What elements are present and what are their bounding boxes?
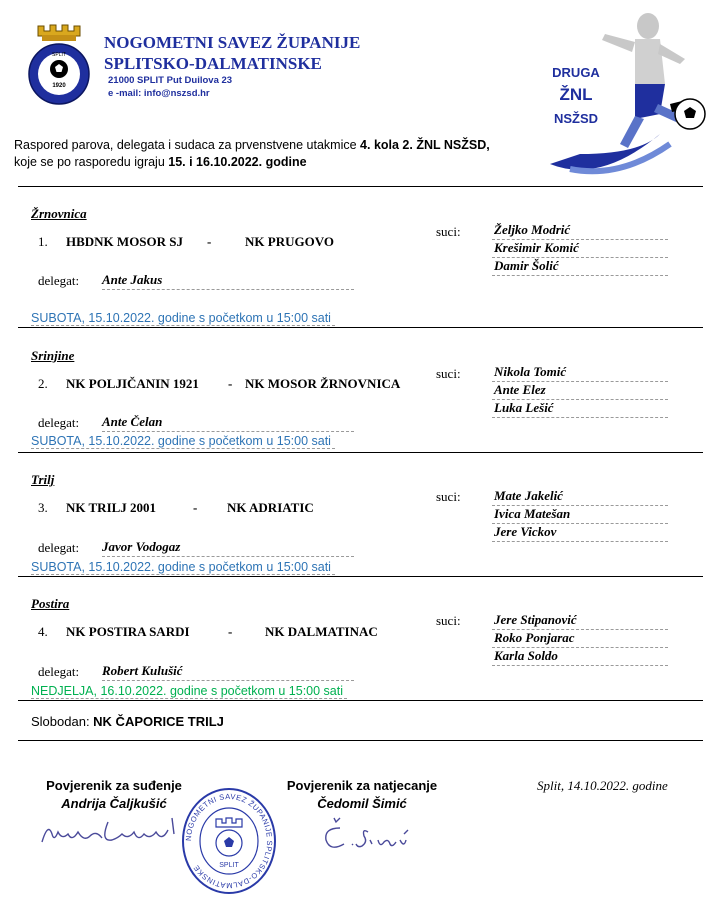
divider (18, 700, 703, 701)
delegate-label: delegat: (38, 540, 80, 555)
home-team: NK TRILJ 2001 (66, 500, 157, 515)
referee-name: Roko Ponjarac (492, 630, 668, 648)
left-commissioner-name: Andrija Čaljkušić (61, 796, 167, 811)
team-separator: - (228, 624, 233, 639)
crest-year: 1920 (52, 83, 66, 89)
intro-line1: Raspored parova, delegata i sudaca za prvenstvene utakmice (14, 138, 361, 152)
delegate-label: delegat: (38, 664, 80, 679)
intro-dates: 15. i 16.10.2022. godine (168, 155, 307, 169)
referee-name: Ante Elez (492, 382, 668, 400)
free-team-label: Slobodan: (31, 714, 94, 729)
match-venue: Srinjine (31, 348, 75, 363)
home-team: HBDNK MOSOR SJ (66, 234, 184, 249)
away-team: NK MOSOR ŽRNOVNICA (245, 376, 401, 391)
delegate-name: Ante Čelan (102, 414, 354, 432)
divider (18, 740, 703, 741)
left-commissioner-title: Povjerenik za suđenje (46, 778, 182, 793)
team-separator: - (207, 234, 212, 249)
league-logo (540, 4, 710, 184)
crest-city: SPLIT (52, 52, 66, 58)
divider (18, 186, 703, 187)
league-logo-line2: ŽNL (559, 85, 593, 104)
right-signature (318, 814, 428, 854)
home-team: NK POLJIČANIN 1921 (66, 376, 199, 391)
match-number: 3. (38, 500, 48, 515)
referee-name: Karla Soldo (492, 648, 668, 666)
right-commissioner-title: Povjerenik za natjecanje (286, 778, 438, 793)
org-address: 21000 SPLIT Put Duilova 23 (108, 75, 233, 86)
left-signature (38, 812, 188, 852)
referees-label: suci: (436, 366, 461, 381)
team-separator: - (193, 500, 198, 515)
referee-name: Krešimir Komić (492, 240, 668, 258)
referee-name: Mate Jakelić (492, 488, 668, 506)
intro-line2: koje se po rasporedu igraju (14, 155, 169, 169)
stamp-text: NOGOMETNI SAVEZ ŽUPANIJE SPLITSKO-DALMATINSKE (183, 791, 275, 891)
delegate-name: Javor Vodogaz (102, 539, 354, 557)
referee-name: Jere Stipanović (492, 612, 668, 630)
away-team: NK DALMATINAC (265, 624, 378, 639)
divider (18, 327, 703, 328)
delegate-name: Ante Jakus (102, 272, 354, 290)
org-name-line1: NOGOMETNI SAVEZ ŽUPANIJE (104, 33, 361, 52)
team-separator: - (228, 376, 233, 391)
intro-text (14, 137, 534, 171)
referees-label: suci: (436, 489, 461, 504)
org-name-line2: SPLITSKO-DALMATINSKE (104, 54, 322, 73)
referee-name: Luka Lešić (492, 400, 668, 418)
referee-name: Ivica Matešan (492, 506, 668, 524)
free-team (31, 714, 224, 729)
match-date: NEDJELJA, 16.10.2022. godine s početkom u 15:00 sati (31, 684, 347, 699)
league-logo-line1: DRUGA (552, 65, 600, 80)
federation-crest-logo (24, 22, 94, 106)
referee-name: Jere Vickov (492, 524, 668, 542)
match-date: SUBOTA, 15.10.2022. godine s početkom u 15:00 sati (31, 434, 335, 449)
official-stamp (180, 785, 278, 897)
free-team-name: NK ČAPORICE TRILJ (93, 714, 224, 729)
home-team: NK POSTIRA SARDI (66, 624, 190, 639)
match-number: 4. (38, 624, 48, 639)
delegate-label: delegat: (38, 273, 80, 288)
delegate-label: delegat: (38, 415, 80, 430)
intro-round: 4. kola 2. ŽNL NSŽSD, (360, 138, 490, 152)
away-team: NK PRUGOVO (245, 234, 334, 249)
match-number: 2. (38, 376, 48, 391)
referees-label: suci: (436, 613, 461, 628)
referees-label: suci: (436, 224, 461, 239)
referee-name: Željko Modrić (492, 222, 668, 240)
org-email: e -mail: info@nszsd.hr (108, 88, 210, 99)
place-date: Split, 14.10.2022. godine (537, 778, 668, 793)
match-number: 1. (38, 234, 48, 249)
away-team: NK ADRIATIC (227, 500, 314, 515)
match-venue: Postira (31, 596, 70, 611)
league-logo-line3: NSŽSD (553, 111, 599, 126)
divider (18, 452, 703, 453)
match-venue: Trilj (31, 472, 55, 487)
delegate-name: Robert Kulušić (102, 663, 354, 681)
divider (18, 576, 703, 577)
match-date: SUBOTA, 15.10.2022. godine s početkom u 15:00 sati (31, 311, 335, 326)
referee-name: Damir Šolić (492, 258, 668, 276)
stamp-city: SPLIT (219, 862, 239, 869)
right-commissioner-name: Čedomil Šimić (317, 796, 407, 811)
match-date: SUBOTA, 15.10.2022. godine s početkom u 15:00 sati (31, 560, 335, 575)
referee-name: Nikola Tomić (492, 364, 668, 382)
match-venue: Žrnovnica (31, 206, 87, 221)
